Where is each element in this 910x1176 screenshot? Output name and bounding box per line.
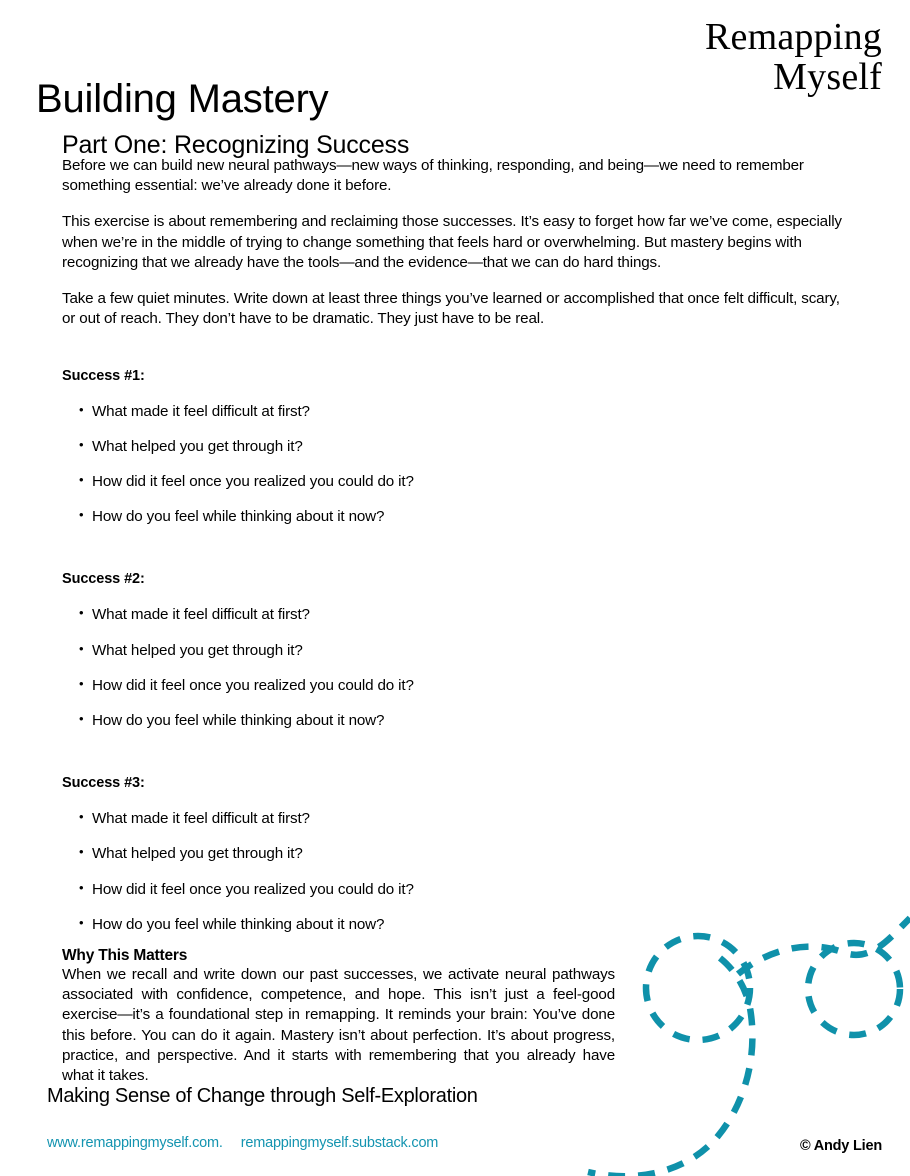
list-item: • How do you feel while thinking about it now? bbox=[62, 917, 849, 932]
brand-line-1: Remapping bbox=[705, 16, 882, 58]
list-item: • How did it feel once you realized you could do it? bbox=[62, 882, 849, 897]
success-section-1 bbox=[62, 368, 849, 525]
copyright-notice: © Andy Lien bbox=[799, 1138, 882, 1154]
footer-tagline: Making Sense of Change through Self-Exploration bbox=[47, 1085, 478, 1107]
link-substack[interactable]: remappingmyself.substack.com bbox=[240, 1135, 439, 1151]
intro-paragraph-2: This exercise is about remembering and reclaiming those successes. It’s easy to forget how far we’ve come, especially when we’re in the middle of trying to change something that feels hard or overwhelming. But mastery begins with recognizing that we already have the tools—and the evidence—that we can do hard things. bbox=[62, 213, 842, 271]
list-item: • How do you feel while thinking about it now? bbox=[62, 713, 849, 728]
page-subtitle: Part One: Recognizing Success bbox=[62, 130, 410, 159]
list-item: • What helped you get through it? bbox=[62, 643, 849, 658]
page-title: Building Mastery bbox=[36, 76, 329, 121]
list-item: • How did it feel once you realized you could do it? bbox=[62, 474, 849, 489]
dashed-loop-swirl-decoration bbox=[570, 896, 910, 1176]
why-this-matters-heading: Why This Matters bbox=[62, 947, 188, 964]
success-section-2 bbox=[62, 571, 849, 728]
intro-paragraph-3: Take a few quiet minutes. Write down at least three things you’ve learned or accomplished that once felt difficult, scary, or out of reach. They don’t have to be dramatic. They just have to be real. bbox=[62, 290, 840, 328]
question-list-2 bbox=[62, 607, 849, 728]
success-section-3 bbox=[62, 775, 849, 932]
brand-line-2: Myself bbox=[773, 55, 882, 98]
success-heading-3: Success #3: bbox=[62, 775, 145, 792]
question-list-3 bbox=[62, 811, 849, 932]
why-this-matters-text: When we recall and write down our past successes, we activate neural pathways associated with confidence, competence, and hope. This isn’t just a feel-good exercise—it’s a foundational step in remapping. It reminds your brain: You’ve done this before. You can do it again. Mastery isn’t about perfection. It’s about progress, practice, and perspective. And it starts with remembering that you already have what it takes. bbox=[62, 966, 615, 1085]
link-website[interactable]: www.remappingmyself.com. bbox=[47, 1135, 223, 1151]
question-list-1 bbox=[62, 404, 849, 525]
list-item: • What helped you get through it? bbox=[62, 439, 849, 454]
list-item: • How do you feel while thinking about it now? bbox=[62, 509, 849, 524]
list-item: • What made it feel difficult at first? bbox=[62, 811, 849, 826]
footer-links bbox=[47, 1136, 438, 1151]
success-heading-1: Success #1: bbox=[62, 367, 145, 384]
list-item: • What helped you get through it? bbox=[62, 846, 849, 861]
brand-logo bbox=[552, 18, 882, 97]
success-heading-2: Success #2: bbox=[62, 571, 145, 588]
list-item: • What made it feel difficult at first? bbox=[62, 404, 849, 419]
why-this-matters-section bbox=[62, 947, 615, 1086]
body-content bbox=[62, 156, 849, 932]
list-item: • How did it feel once you realized you could do it? bbox=[62, 678, 849, 693]
list-item: • What made it feel difficult at first? bbox=[62, 607, 849, 622]
intro-paragraph-1: Before we can build new neural pathways—new ways of thinking, responding, and being—we need to remember something essential: we’ve already done it before. bbox=[62, 157, 804, 195]
